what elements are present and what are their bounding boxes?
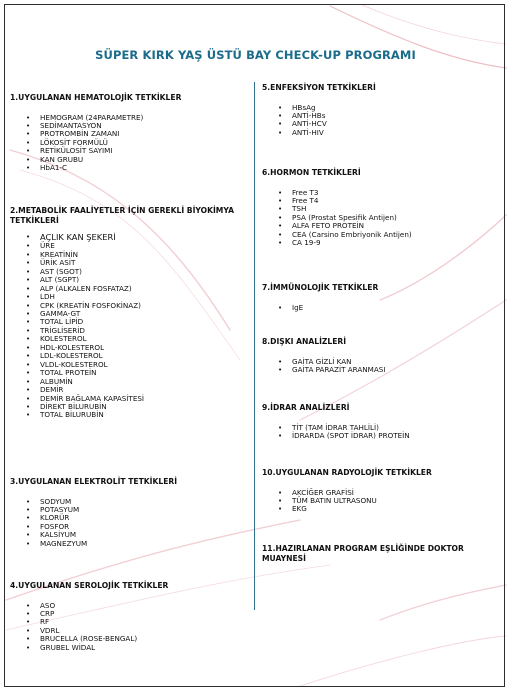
list-item: • Free T3 [278,189,412,197]
section-stool [262,337,385,374]
list-item: • CPK (KREATİN FOSFOKİNAZ) [26,302,242,310]
list-item: • BRUCELLA (ROSE-BENGAL) [26,635,168,643]
test-list [10,233,242,420]
section-heading: 7.İMMÜNOLOJİK TETKİKLER [262,283,379,292]
section-heading: 11.HAZIRLANAN PROGRAM EŞLİĞİNDE DOKTOR MUAYNESİ [262,544,464,563]
list-item: • TOTAL PROTEİN [26,369,242,377]
section-serology [10,581,168,652]
list-item: • AÇLIK KAN ŞEKERİ [26,233,242,242]
list-item: • DİREKT BİLURUBİN [26,403,242,411]
section-heading: 6.HORMON TETKİKLERİ [262,168,361,177]
test-list [262,424,410,441]
list-item: • GAİTA PARAZİT ARANMASI [278,366,385,374]
test-list [262,304,378,312]
list-item: • CEA (Carsino Embriyonik Antijen) [278,231,412,239]
list-item: • AST (SGOT) [26,268,242,276]
list-item: • HbA1-C [26,164,181,172]
section-hormone [262,168,412,248]
list-item: • ASO [26,602,168,610]
list-item: • ANTİ-HCV [278,120,376,128]
section-immunology [262,283,378,312]
list-item: • ANTİ-HIV [278,129,376,137]
list-item: • TOTAL LİPİD [26,318,242,326]
list-item: • TÜM BATIN ULTRASONU [278,497,432,505]
list-item: • TİT (TAM İDRAR TAHLİLİ) [278,424,410,432]
list-item: • KLORÜR [26,514,177,522]
section-heading: 10.UYGULANAN RADYOLOJİK TETKİKLER [262,468,432,477]
list-item: • ÜRE [26,242,242,250]
section-radiology [262,468,432,514]
list-item: • VDRL [26,627,168,635]
section-heading: 4.UYGULANAN SEROLOJİK TETKİKLER [10,581,169,590]
section-hematology [10,93,181,173]
list-item: • LDL-KOLESTEROL [26,352,242,360]
test-list [262,189,412,248]
section-electrolytes [10,477,177,548]
list-item: • GAİTA GİZLİ KAN [278,358,385,366]
list-item: • MAGNEZYUM [26,540,177,548]
section-urine [262,403,410,440]
list-item: • Free T4 [278,197,412,205]
list-item: • AKCİĞER GRAFİSİ [278,489,432,497]
list-item: • SEDİMANTASYON [26,122,181,130]
list-item: • HEMOGRAM (24PARAMETRE) [26,114,181,122]
list-item: • HDL-KOLESTEROL [26,344,242,352]
test-list [10,114,181,173]
section-biochemistry [10,206,242,420]
list-item: • FOSFOR [26,523,177,531]
list-item: • IgE [278,304,378,312]
list-item: • İDRARDA (SPOT İDRAR) PROTEİN [278,432,410,440]
list-item: • GRUBEL WİDAL [26,644,168,652]
list-item: • DEMİR BAĞLAMA KAPASİTESİ [26,395,242,403]
section-doctor-exam [262,544,467,574]
list-item: • TSH [278,205,412,213]
list-item: • RF [26,618,168,626]
list-item: • ANTİ-HBs [278,112,376,120]
list-item: • KALSİYUM [26,531,177,539]
section-infection [262,83,376,137]
list-item: • PROTROMBİN ZAMANI [26,130,181,138]
section-heading: 1.UYGULANAN HEMATOLOJİK TETKİKLER [10,93,182,102]
list-item: • TRİGLİSERİD [26,327,242,335]
list-item: • KREATİNİN [26,251,242,259]
list-item: • ALT (SGPT) [26,276,242,284]
list-item: • KAN GRUBU [26,156,181,164]
list-item: • GAMMA-GT [26,310,242,318]
section-heading: 9.İDRAR ANALİZLERİ [262,403,350,412]
list-item: • KOLESTEROL [26,335,242,343]
section-heading: 3.UYGULANAN ELEKTROLİT TETKİKLERİ [10,477,178,486]
test-list [10,602,168,653]
page-title: SÜPER KIRK YAŞ ÜSTÜ BAY CHECK-UP PROGRAMI [95,48,416,62]
section-heading: 2.METABOLİK FAALİYETLER İÇİN GEREKLİ BİYOKİMYA TETKİKLERİ [10,206,235,225]
list-item: • SODYUM [26,498,177,506]
column-divider [254,82,255,610]
list-item: • PSA (Prostat Spesifik Antijen) [278,214,412,222]
list-item: • POTASYUM [26,506,177,514]
section-heading: 5.ENFEKSİYON TETKİKLERİ [262,83,376,92]
list-item: • EKG [278,505,432,513]
list-item: • ALP (ALKALEN FOSFATAZ) [26,285,242,293]
list-item: • CA 19-9 [278,239,412,247]
list-item: • CRP [26,610,168,618]
list-item: • VLDL-KOLESTEROL [26,361,242,369]
list-item: • HBsAg [278,104,376,112]
list-item: • LDH [26,293,242,301]
list-item: • TOTAL BİLURUBİN [26,411,242,419]
list-item: • ALBUMİN [26,378,242,386]
test-list [262,489,432,514]
list-item: • ÜRİK ASİT [26,259,242,267]
list-item: • DEMİR [26,386,242,394]
section-heading: 8.DIŞKI ANALİZLERİ [262,337,347,346]
test-list [262,358,385,375]
list-item: • LÖKOSİT FORMÜLÜ [26,139,181,147]
list-item: • ALFA FETO PROTEİN [278,222,412,230]
test-list [10,498,177,549]
test-list [262,104,376,138]
list-item: • RETİKÜLOSİT SAYIMI [26,147,181,155]
